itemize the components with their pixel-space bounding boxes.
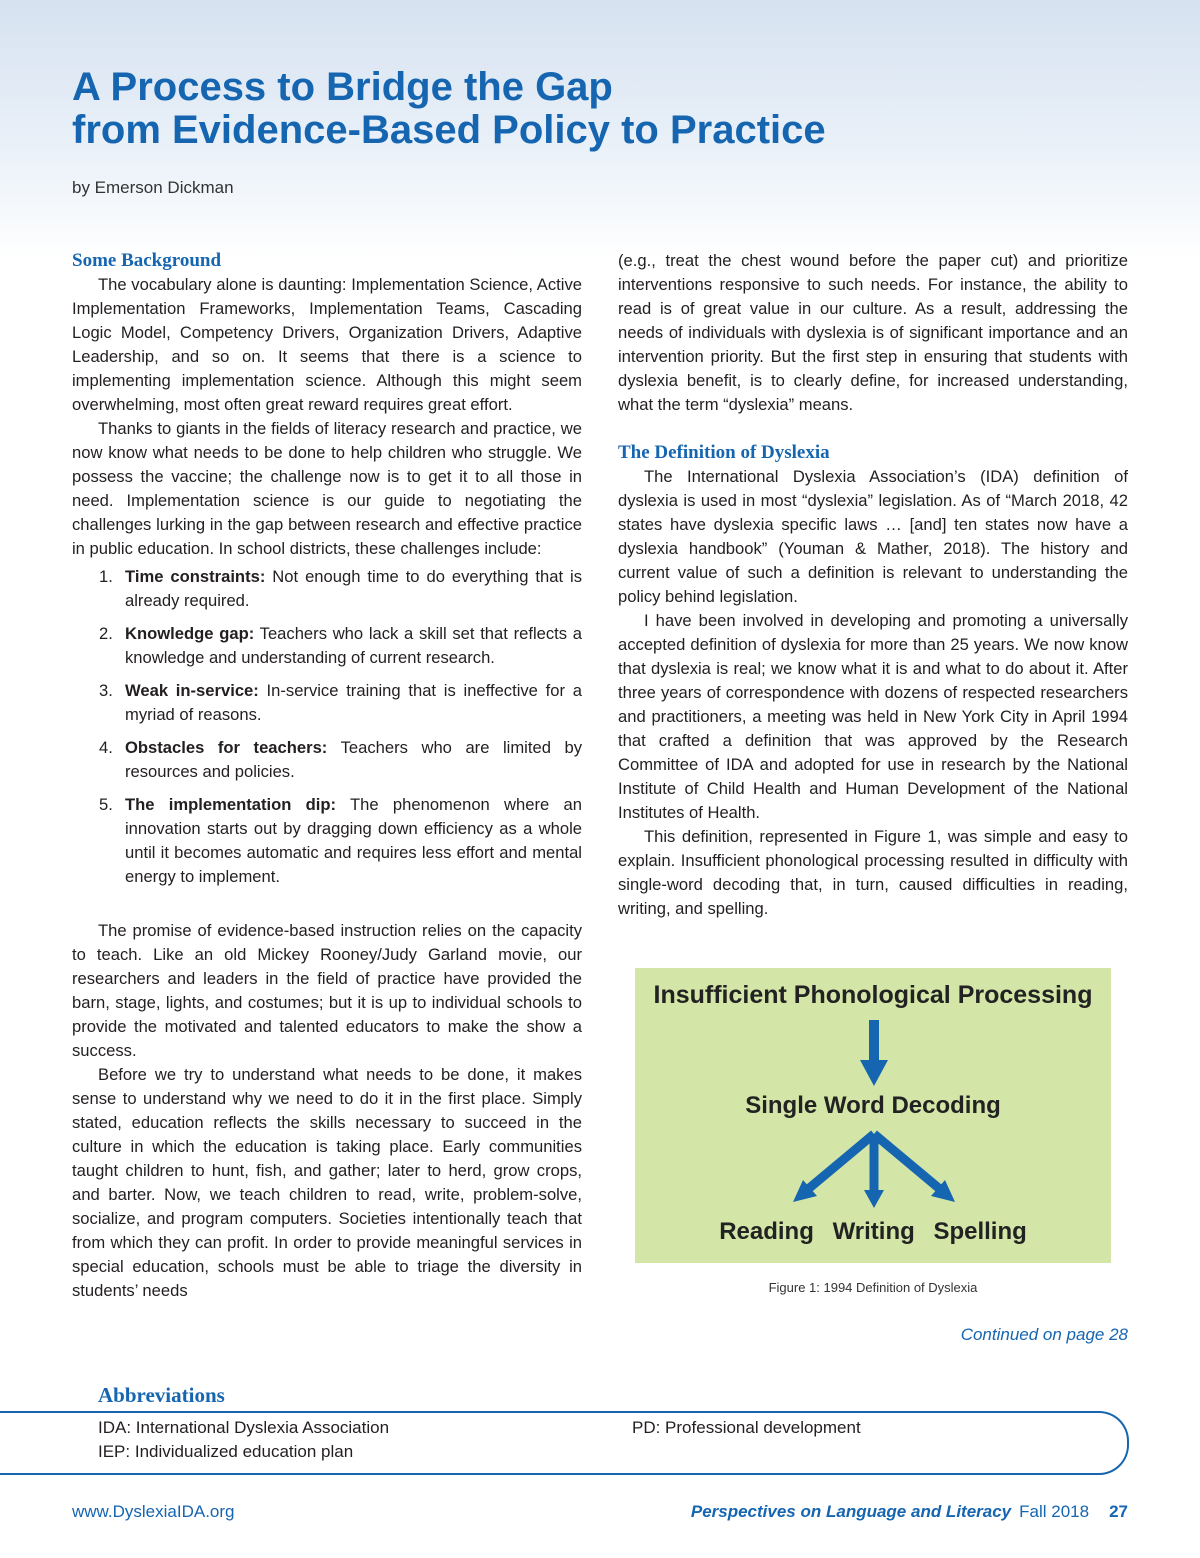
article-title (72, 66, 826, 152)
figure-label-spelling: Spelling (933, 1218, 1027, 1245)
title-line-1: A Process to Bridge the Gap (72, 65, 613, 109)
list-item (72, 679, 582, 727)
left-column (72, 249, 582, 1303)
list-number: 4. (99, 738, 113, 757)
branch-arrows (793, 1134, 955, 1208)
paragraph: This definition, represented in Figure 1, was simple and easy to explain. Insufficient phonological processing resulted in difficulty with single-word decoding that, in turn, caused difficulties in reading, writing, and spelling. (618, 827, 1128, 918)
list-item (72, 622, 582, 670)
paragraph: The International Dyslexia Association’s (IDA) definition of dyslexia is used in most “dyslexia” legislation. As of “March 2018, 42 states have dyslexia specific laws … [and] ten states now have a dyslexia handbook” (Youman & Mather, 2018). The history and current value of such a definition is relevant to understanding the policy behind legislation. (618, 467, 1128, 606)
list-term: Weak in-service: (125, 681, 259, 700)
abbreviation-item: PD: Professional development (632, 1418, 861, 1437)
list-text: Teachers who are limited by resources and policies. (125, 738, 582, 781)
figure-caption: Figure 1: 1994 Definition of Dyslexia (768, 1280, 978, 1295)
paragraph: The promise of evidence-based instruction relies on the capacity to teach. Like an old Mickey Rooney/Judy Garland movie, our researchers and leaders in the field of practice have provided the barn, stage, lights, and costumes; but it is up to individual schools to provide the motivated and talented educators to make the show a success. (72, 921, 582, 1060)
paragraph: Before we try to understand what needs to be done, it makes sense to understand why we need to do it in the first place. Simply stated, education reflects the skills necessary to succeed in the culture in which the education is taking place. Early communities taught children to hunt, fish, and gather; later to herd, grow crops, and barter. Now, we teach children to read, write, problem-solve, socialize, and program computers. Societies intentionally teach that from which they can profit. In order to provide meaningful services in special education, schools must be able to triage the diversity in students’ needs (72, 1065, 582, 1300)
list-text: Teachers who lack a skill set that reflects a knowledge and understanding of current research. (125, 624, 583, 667)
footer-journal-info (691, 1502, 1128, 1522)
figure-label-outcomes (635, 1218, 1111, 1246)
section-heading-definition: The Definition of Dyslexia (618, 442, 830, 463)
abbreviation-item: IEP: Individualized education plan (98, 1442, 354, 1461)
byline: by Emerson Dickman (72, 178, 234, 197)
list-term: The implementation dip: (125, 795, 337, 814)
footer-url[interactable]: www.DyslexiaIDA.org (72, 1502, 235, 1521)
abbreviations-heading: Abbreviations (98, 1383, 225, 1407)
list-item (72, 565, 582, 613)
list-number: 5. (99, 795, 113, 814)
list-number: 2. (99, 624, 113, 643)
list-term: Obstacles for teachers: (125, 738, 328, 757)
section-heading-background: Some Background (72, 250, 222, 271)
list-text: Not enough time to do everything that is already required. (125, 567, 582, 610)
title-line-2: from Evidence-Based Policy to Practice (72, 108, 826, 152)
paragraph: The vocabulary alone is daunting: Implementation Science, Active Implementation Frameworks, Implementation Teams, Cascading Logic Model, Competency Drivers, Organization Drivers, Adaptive Leadership, and so on. It seems that there is a science to implementing implementation science. Although this might seem overwhelming, most often great reward requires great effort. (72, 275, 582, 414)
continued-note: Continued on page 28 (960, 1325, 1128, 1344)
list-text: The phenomenon where an innovation starts out by dragging down efficiency as a whole until it becomes automatic and requires less effort and mental energy to implement. (125, 795, 582, 886)
right-column (618, 249, 1128, 921)
list-term: Time constraints: (125, 567, 266, 586)
down-arrow (860, 1020, 888, 1086)
figure-label-decoding: Single Word Decoding (745, 1092, 1001, 1119)
paragraph: I have been involved in developing and promoting a universally accepted definition of dyslexia for more than 25 years. We now know that dyslexia is real; we know what it is and what to do about it. After three years of correspondence with dozens of respected researchers and practitioners, a meeting was held in New York City in April 1994 that crafted a definition that was approved by the Research Committee of IDA and adopted for use in research by the National Institute of Child Health and Human Development of the National Institutes of Health. (618, 611, 1128, 822)
list-term: Knowledge gap: (125, 624, 255, 643)
page-number: 27 (1109, 1502, 1128, 1521)
list-item (72, 793, 582, 889)
abbreviation-item: IDA: International Dyslexia Association (98, 1418, 390, 1437)
figure-label-reading: Reading (719, 1218, 814, 1245)
list-number: 3. (99, 681, 113, 700)
figure-1-diagram (635, 968, 1111, 1263)
challenges-list (72, 565, 582, 889)
journal-name: Perspectives on Language and Literacy (690, 1502, 1012, 1521)
list-number: 1. (99, 567, 113, 586)
figure-label-writing: Writing (832, 1218, 915, 1245)
list-item (72, 736, 582, 784)
issue-date: Fall 2018 (1019, 1502, 1090, 1521)
paragraph: Thanks to giants in the fields of literacy research and practice, we now know what needs to be done to help children who struggle. We possess the vaccine; the challenge now is to get it to all those in need. Implementation science is our guide to negotiating the challenges lurking in the gap between research and effective practice in public education. In school districts, these challenges include: (72, 419, 582, 558)
figure-label-phonological: Insufficient Phonological Processing (653, 981, 1093, 1009)
list-text: In-service training that is ineffective for a myriad of reasons. (125, 681, 582, 724)
paragraph-continued: (e.g., treat the chest wound before the paper cut) and prioritize interventions responsive to such needs. For instance, the ability to read is of great value in our culture. As a result, addressing the needs of individuals with dyslexia is of significant importance and an intervention priority. But the first step in ensuring that students with dyslexia benefit, is to clearly define, for increased understanding, what the term “dyslexia” means. (618, 251, 1128, 414)
